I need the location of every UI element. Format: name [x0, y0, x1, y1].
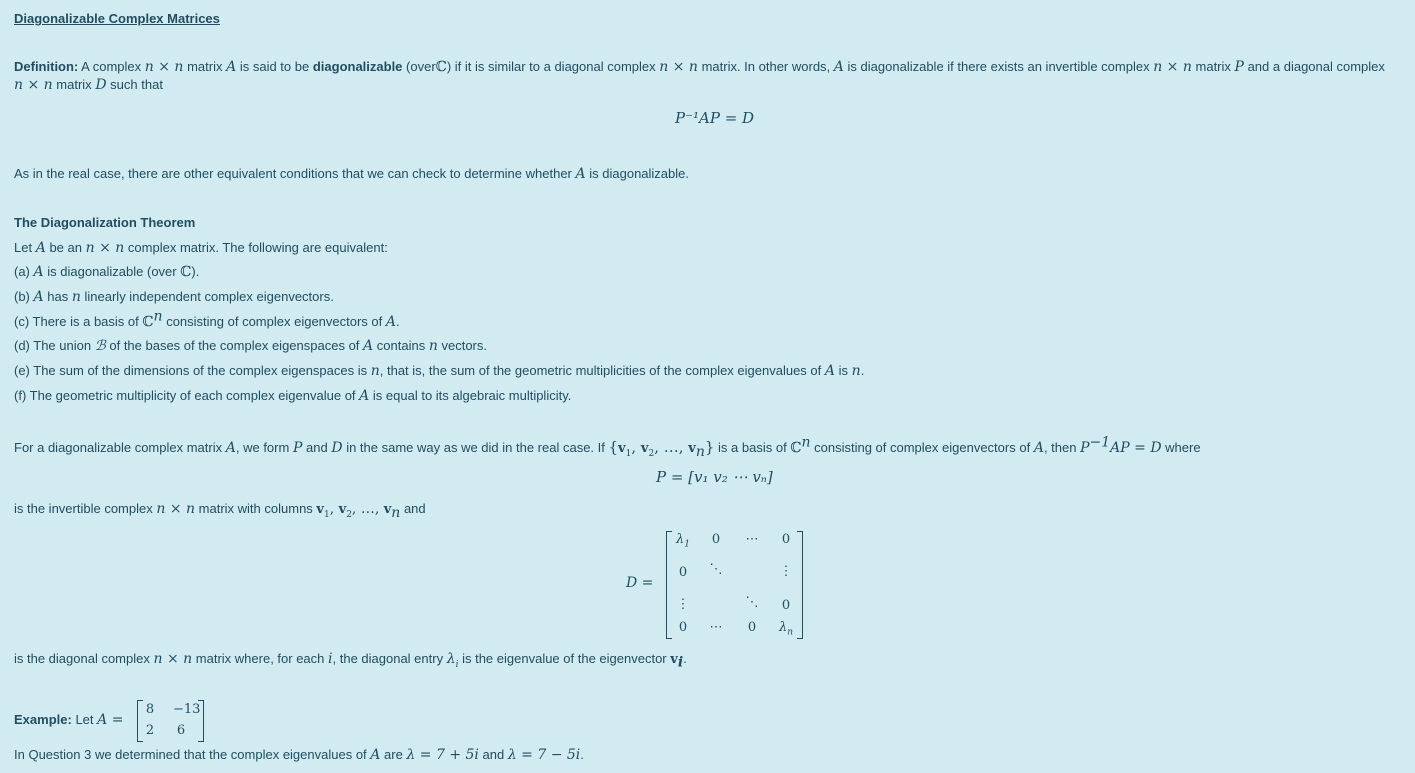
forming-paragraph: For a diagonalizable complex matrix A, we form P and D in the same way as we did in the real case. If {$v_1$, $v_2$, …, $v_n$} is a basis of ℂ$^n$ consisting of complex eigenvectors of A, then $P^{-1}AP = D$ where [14, 434, 1201, 460]
example-line: Example: Let A = [14, 712, 124, 728]
matrix-d-cell: 0 [711, 532, 721, 547]
matrix-d-cell: $\lambda_1$ [676, 532, 690, 550]
theorem-item-a: (a) A is diagonalizable (over ℂ). [14, 264, 200, 280]
p-equation: P = [v₁ v₂ ⋯ vₙ] [656, 468, 773, 486]
example-matrix-cell: 8 [145, 702, 155, 717]
matrix-d-cell: 0 [781, 598, 791, 613]
matrix-d-cell: 0 [747, 620, 757, 635]
theorem-intro: Let A be an n × n complex matrix. The following are equivalent: [14, 240, 388, 256]
example-matrix-cell: 6 [176, 723, 186, 738]
definition-equation: P⁻¹AP = D [675, 109, 755, 127]
theorem-item-b: (b) A has n linearly independent complex eigenvectors. [14, 289, 334, 305]
definition-label: Definition: [14, 59, 79, 74]
matrix-d-cell: 0 [678, 565, 688, 580]
theorem-item-f: (f) The geometric multiplicity of each complex eigenvalue of A is equal to its algebraic multiplicity. [14, 388, 572, 404]
matrix-d-cell: 0 [781, 532, 791, 547]
matrix-d-cell: 0 [678, 620, 688, 635]
matrix-d-cell: ⋯ [745, 532, 759, 547]
example-eigenvalues: In Question 3 we determined that the complex eigenvalues of A are λ = 7 + 5i and λ = 7 − 5i. [14, 747, 584, 763]
example-matrix-cell: −13 [173, 702, 201, 717]
definition-term: diagonalizable [312, 59, 403, 74]
theorem-heading: The Diagonalization Theorem [14, 215, 196, 230]
matrix-d-cell: ⋯ [709, 620, 723, 635]
matrix-d-cell: ⋱ [745, 595, 759, 610]
example-label: Example: [14, 712, 72, 727]
matrix-d-cell: ⋱ [709, 562, 723, 577]
theorem-item-d: (d) The union ℬ of the bases of the complex eigenspaces of A contains n vectors. [14, 338, 487, 354]
real-case-text: As in the real case, there are other equivalent conditions that we can check to determine whether A is diagonalizable. [14, 166, 689, 182]
theorem-item-c: (c) There is a basis of ℂ$^n$ consisting of complex eigenvectors of A. [14, 308, 400, 330]
matrix-d-cell: $\lambda_n$ [778, 620, 794, 638]
matrix-d-cell: ⋮ [676, 597, 690, 612]
after-p-text: is the invertible complex n × n matrix with columns $v_1$, $v_2$, …, $v_n$ and [14, 501, 426, 521]
example-matrix-cell: 2 [145, 723, 155, 738]
matrix-d-label: D = [626, 575, 654, 591]
definition-line-1: Definition: A complex n × n matrix A is said to be diagonalizable (overℂ) if it is similar to a diagonal complex n × n matrix. In other words, A is diagonalizable if there exists an invertible complex n × n matrix P and a diagonal complex [14, 59, 1385, 75]
matrix-d-cell: ⋮ [779, 564, 793, 579]
definition-line-2: n × n matrix D such that [14, 77, 163, 93]
after-d-text: is the diagonal complex n × n matrix where, for each i, the diagonal entry $\lambda_i$ is the eigenvalue of the eigenvector $v_i$. [14, 651, 687, 671]
page-title[interactable]: Diagonalizable Complex Matrices [14, 11, 220, 26]
theorem-item-e: (e) The sum of the dimensions of the complex eigenspaces is n, that is, the sum of the geometric multiplicities of the complex eigenvalues of A is n. [14, 363, 865, 379]
